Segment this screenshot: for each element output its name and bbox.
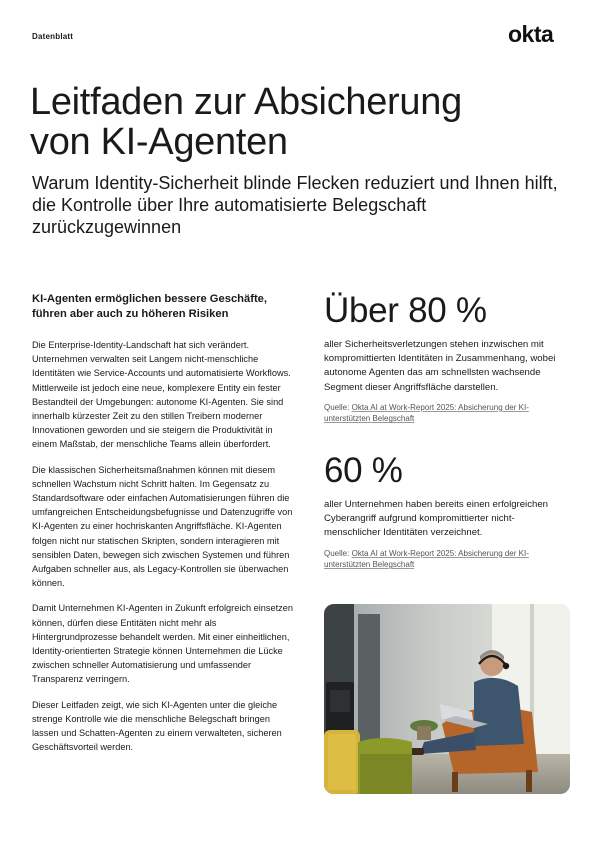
document-type-label: Datenblatt	[32, 32, 74, 41]
title-line-2: von KI-Agenten	[30, 121, 288, 163]
page-subtitle: Warum Identity-Sicherheit blinde Flecken reduziert und Ihnen hilft, die Kontrolle über Ihre automatisierte Belegschaft zurückzugewinnen	[32, 173, 558, 237]
stat-source-label-1: Quelle:	[324, 402, 350, 412]
stat-source-1	[324, 402, 570, 425]
body-paragraph-4: Dieser Leitfaden zeigt, wie sich KI-Agenten unter die gleiche strenge Kontrolle wie die menschliche Belegschaft bringen lassen und Schatten-Agenten zu einem verwalteten, sicheren Geschäftsvorteil werden.	[32, 699, 282, 753]
okta-logo: okta	[508, 21, 554, 47]
stat-value-2: 60 %	[324, 451, 403, 490]
stat-source-2	[324, 548, 570, 571]
body-paragraph-1: Die Enterprise-Identity-Landschaft hat sich verändert. Unternehmen verwalten seit Langem nicht-menschliche Identitäten wie Service-Accounts und automatisierte Workflows. Mittlerweile ist jedoch eine neue, komplexere Entity ein fester Bestandteil der Umgebungen: autonome KI-Agenten. Sie sind innerhalb kürzester Zeit zu den stillen Treibern moderner Innovationen geworden und sie steigern die Produktivität in einem Maßstab, der menschliche Teams allein überfordert.	[32, 340, 291, 450]
office-photo	[324, 604, 570, 794]
page-title	[30, 82, 570, 162]
stat-text-2: aller Unternehmen haben bereits einen erfolgreichen Cyberangriff aufgrund kompromittierter nicht-menschlicher Identitäten verzeichnet.	[324, 499, 548, 539]
person-with-laptop-illustration	[324, 604, 570, 794]
body-paragraph-3: Damit Unternehmen KI-Agenten in Zukunft erfolgreich einsetzen können, dürfen diese Entitäten nicht mehr als Hintergrundprozesse behandelt werden. Mit einer einheitlichen, Identity-orientierten Strategie können Unternehmen die Lücke zwischen schneller Automatisierung und umfassender Transparenz verringern.	[32, 603, 293, 685]
stat-source-label-2: Quelle:	[324, 548, 350, 558]
body-column	[32, 292, 294, 765]
stat-source-link-2[interactable]: Okta AI at Work-Report 2025: Absicherung der KI-unterstützten Belegschaft	[324, 548, 529, 570]
stat-source-link-1[interactable]: Okta AI at Work-Report 2025: Absicherung der KI-unterstützten Belegschaft	[324, 402, 529, 424]
stat-block-1	[324, 292, 570, 425]
stat-block-2	[324, 452, 570, 571]
title-line-1: Leitfaden zur Absicherung	[30, 81, 462, 123]
section-lead-heading: KI-Agenten ermöglichen bessere Geschäfte, führen aber auch zu höheren Risiken	[32, 293, 268, 320]
stat-text-1: aller Sicherheitsverletzungen stehen inzwischen mit kompromittierten Identitäten in Zusammenhang, wobei autonome Agenten das am schnellsten wachsende Segment dieser Angriffsfläche darstellen.	[324, 339, 556, 393]
body-paragraph-2: Die klassischen Sicherheitsmaßnahmen können mit diesem schnellen Wachstum nicht Schritt halten. Im Gegensatz zu Standardsoftware oder einfachen Automatisierungen führen die umfangreichen Entscheidungsbefugnisse und Datenzugriffe von KI-Agenten zu einer hochriskanten Angriffsfläche. KI-Agenten folgen nicht nur statischen Skripten, sondern interagieren mit sensiblen Daten, bewegen sich zwischen Systemen und führen Aufgaben schneller aus, als Legacy-Kontrollen sie überwachen können.	[32, 464, 293, 589]
stat-value-1: Über 80 %	[324, 291, 487, 330]
